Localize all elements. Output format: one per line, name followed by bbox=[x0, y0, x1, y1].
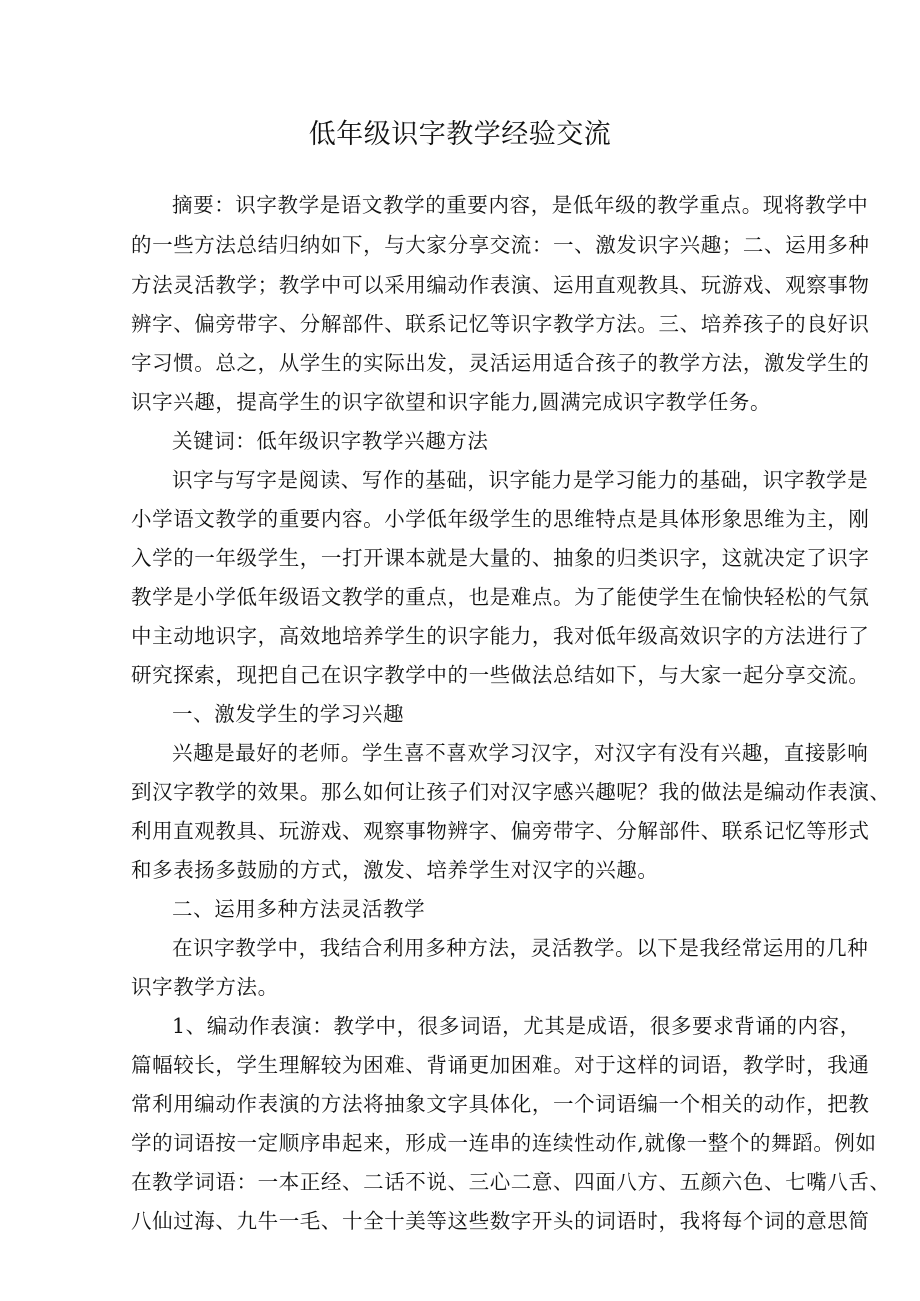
method-1-line-3: 常利用编动作表演的方法将抽象文字具体化，一个词语编一个相关的动作，把教 bbox=[131, 1092, 870, 1116]
section-1-line-2: 到汉字教学的效果。那么如何让孩子们对汉字感兴趣呢？我的做法是编动作表演、 bbox=[131, 780, 891, 804]
document-title: 低年级识字教学经验交流 bbox=[308, 119, 612, 150]
intro-line-1: 识字与写字是阅读、写作的基础，识字能力是学习能力的基础，识字教学是 bbox=[172, 468, 869, 492]
intro-line-3: 入学的一年级学生，一打开课本就是大量的、抽象的归类识字，这就决定了识字 bbox=[131, 546, 870, 570]
section-1-line-1: 兴趣是最好的老师。学生喜不喜欢学习汉字，对汉字有没有兴趣，直接影响 bbox=[172, 741, 869, 765]
abstract-line-1: 摘要：识字教学是语文教学的重要内容，是低年级的教学重点。现将教学中 bbox=[172, 193, 869, 217]
section-1-line-3: 利用直观教具、玩游戏、观察事物辨字、偏旁带字、分解部件、联系记忆等形式 bbox=[131, 819, 870, 843]
abstract-line-6: 识字兴趣，提高学生的识字欲望和识字能力,圆满完成识字教学任务。 bbox=[131, 390, 772, 414]
keywords-line: 关键词：低年级识字教学兴趣方法 bbox=[172, 429, 489, 453]
section-2-line-1: 在识字教学中，我结合利用多种方法，灵活教学。以下是我经常运用的几种 bbox=[172, 936, 869, 960]
intro-line-4: 教学是小学低年级语文教学的重点，也是难点。为了能使学生在愉快轻松的气氛 bbox=[131, 585, 870, 609]
method-1-line-4: 学的词语按一定顺序串起来，形成一连串的连续性动作,就像一整个的舞蹈。例如 bbox=[131, 1131, 877, 1155]
method-1-line-5: 在教学词语：一本正经、二话不说、三心二意、四面八方、五颜六色、七嘴八舌、 bbox=[131, 1170, 891, 1194]
intro-line-5: 中主动地识字，高效地培养学生的识字能力，我对低年级高效识字的方法进行了 bbox=[131, 624, 870, 648]
abstract-line-4: 辨字、偏旁带字、分解部件、联系记忆等识字教学方法。三、培养孩子的良好识 bbox=[131, 312, 870, 336]
method-1-line-1: 1、编动作表演：教学中，很多词语，尤其是成语，很多要求背诵的内容， bbox=[172, 1014, 861, 1038]
method-1-line-6: 八仙过海、九牛一毛、十全十美等这些数字开头的词语时，我将每个词的意思简 bbox=[131, 1209, 870, 1233]
section-2-heading: 二、运用多种方法灵活教学 bbox=[172, 897, 426, 921]
abstract-line-2: 的一些方法总结归纳如下，与大家分享交流：一、激发识字兴趣；二、运用多种 bbox=[131, 233, 870, 257]
abstract-line-5: 字习惯。总之，从学生的实际出发，灵活运用适合孩子的教学方法，激发学生的 bbox=[131, 351, 870, 375]
method-1-line-2: 篇幅较长，学生理解较为困难、背诵更加困难。对于这样的词语，教学时，我通 bbox=[131, 1053, 870, 1077]
abstract-line-3: 方法灵活教学；教学中可以采用编动作表演、运用直观教具、玩游戏、观察事物 bbox=[131, 273, 870, 297]
section-1-heading: 一、激发学生的学习兴趣 bbox=[172, 702, 405, 726]
intro-line-6: 研究探索，现把自己在识字教学中的一些做法总结如下，与大家一起分享交流。 bbox=[131, 663, 870, 687]
section-2-line-2: 识字教学方法。 bbox=[131, 975, 279, 999]
intro-line-2: 小学语文教学的重要内容。小学低年级学生的思维特点是具体形象思维为主，刚 bbox=[131, 507, 870, 531]
section-1-line-4: 和多表扬多鼓励的方式，激发、培养学生对汉字的兴趣。 bbox=[131, 858, 659, 882]
